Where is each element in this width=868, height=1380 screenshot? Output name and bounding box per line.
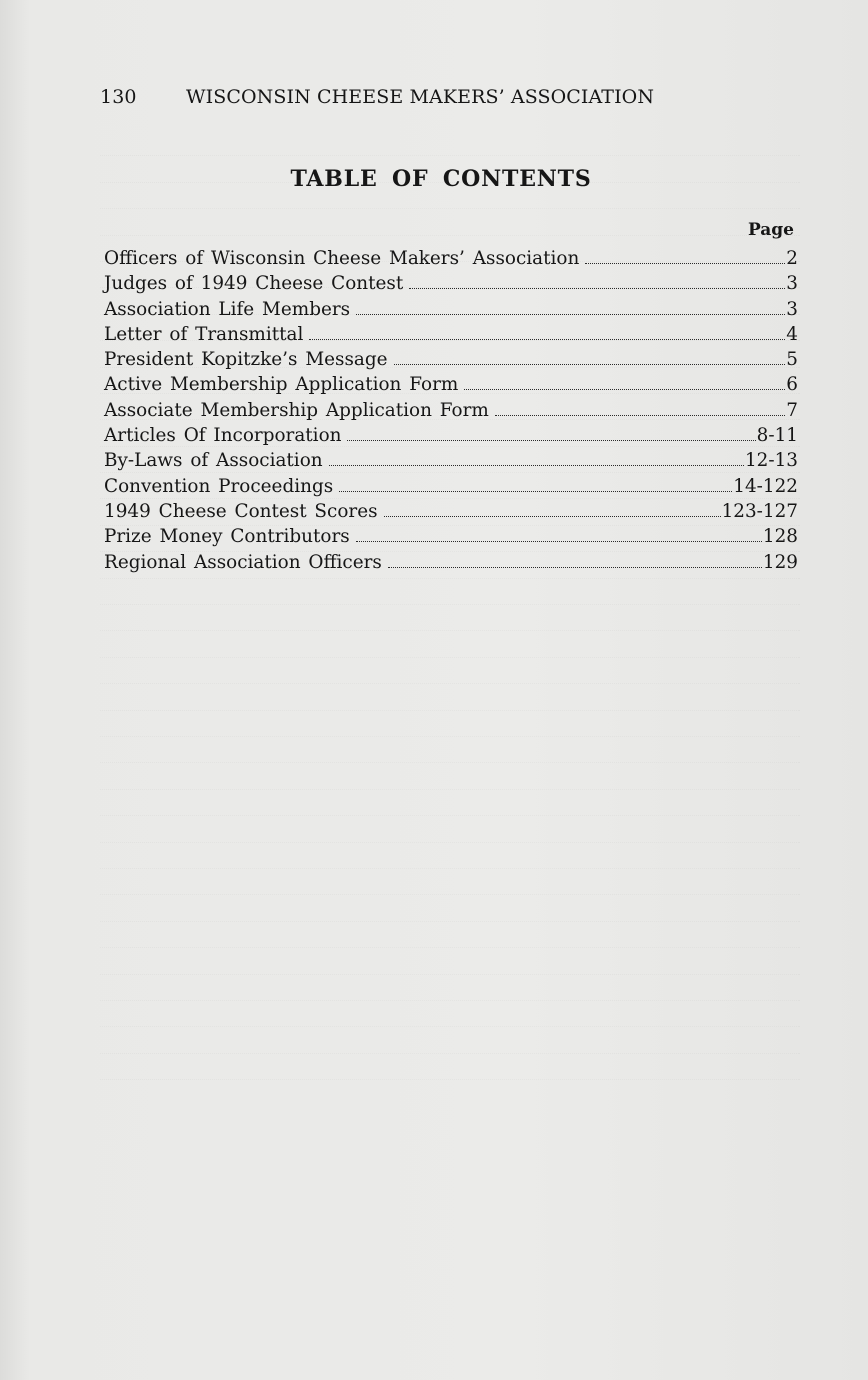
- toc-entry-page: 12-13: [744, 450, 798, 472]
- dot-leader: [388, 567, 762, 568]
- dot-leader: [356, 541, 762, 542]
- dot-leader: [495, 415, 785, 416]
- dot-leader: [409, 288, 785, 289]
- toc-entry-title: Convention Proceedings: [104, 475, 334, 497]
- toc-entry: [104, 476, 798, 501]
- toc-entry-page: 3: [786, 298, 798, 320]
- dot-leader: [464, 389, 785, 390]
- toc-entry-title: Officers of Wisconsin Cheese Makers’ Association: [104, 248, 580, 269]
- dot-leader: [585, 263, 785, 264]
- toc-entry-title: Regional Association Officers: [104, 551, 382, 573]
- dot-leader: [394, 364, 786, 365]
- toc-entry: [104, 299, 798, 324]
- dot-leader: [347, 440, 755, 441]
- toc-entry: [104, 374, 798, 399]
- toc-entry-page: 6: [786, 374, 798, 396]
- toc-list: [104, 248, 798, 577]
- toc-entry-page: 123-127: [721, 500, 798, 522]
- toc-entry-title: President Kopitzke’s Message: [104, 349, 388, 371]
- toc-entry-page: 5: [786, 349, 798, 371]
- toc-entry: [104, 425, 798, 450]
- toc-entry: [104, 552, 798, 577]
- toc-entry-page: 128: [762, 526, 798, 548]
- toc-entry-title: Articles Of Incorporation: [104, 425, 342, 447]
- toc-entry-title: Prize Money Contributors: [104, 526, 350, 548]
- dot-leader: [309, 339, 785, 340]
- running-header: [100, 86, 720, 108]
- dot-leader: [339, 491, 732, 492]
- toc-entry-title: Association Life Members: [104, 298, 351, 320]
- toc-entry-page: 3: [786, 273, 798, 295]
- toc-entry-title: Associate Membership Application Form: [104, 399, 489, 421]
- toc-entry-title: Judges of 1949 Cheese Contest: [104, 273, 404, 295]
- toc-entry-title: By-Laws of Association: [104, 450, 323, 472]
- dot-leader: [384, 516, 721, 517]
- toc-entry: [104, 273, 798, 298]
- toc-entry-page: 14-122: [733, 475, 798, 497]
- toc-entry-page: 8-11: [756, 425, 798, 447]
- toc-entry: [104, 501, 798, 526]
- page-column-label: Page: [747, 220, 794, 240]
- toc-entry: [104, 400, 798, 425]
- toc-entry-page: 129: [762, 551, 798, 573]
- toc-entry: [104, 526, 798, 551]
- toc-entry: [104, 450, 798, 475]
- page-number: 130: [100, 86, 137, 108]
- toc-entry: [104, 324, 798, 349]
- toc-entry: [104, 349, 798, 374]
- dot-leader: [356, 314, 785, 315]
- toc-entry-page: 7: [786, 399, 798, 421]
- toc-entry-title: 1949 Cheese Contest Scores: [104, 500, 378, 522]
- toc-entry-page: 4: [786, 323, 798, 345]
- toc-entry-page: 2: [786, 248, 798, 269]
- toc-entry: [104, 248, 798, 273]
- toc-entry-title: Active Membership Application Form: [104, 374, 459, 396]
- toc-entry-title: Letter of Transmittal: [104, 323, 304, 345]
- page-title: TABLE OF CONTENTS: [290, 166, 592, 192]
- dot-leader: [329, 465, 744, 466]
- running-title: WISCONSIN CHEESE MAKERS’ ASSOCIATION: [186, 86, 655, 108]
